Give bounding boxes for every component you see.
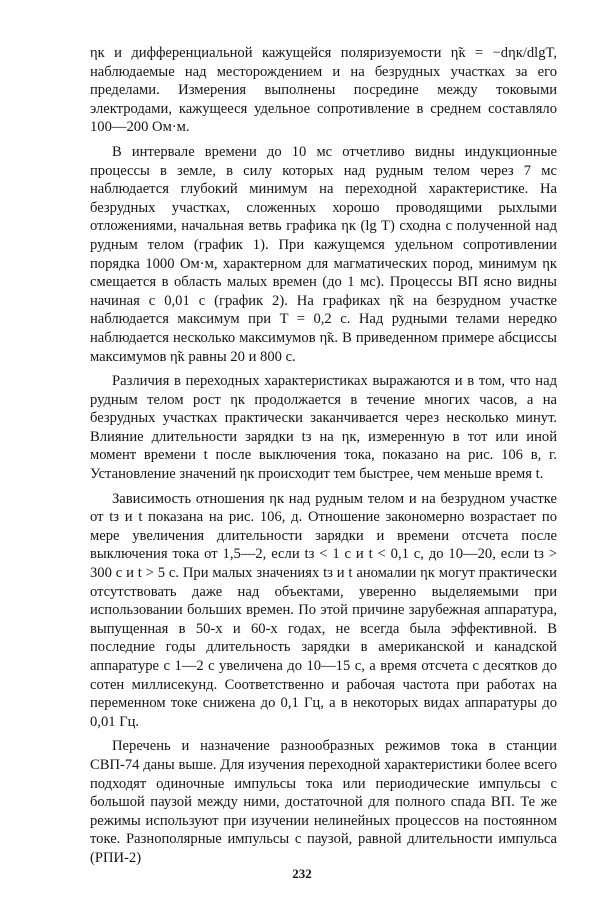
text-page xyxy=(90,44,557,874)
page-number: 232 xyxy=(292,866,312,881)
paragraph-1: ηк и дифференциальной кажущейся поляризуемости η̃к = −dηк/dlgT, наблюдаемые над месторождением и на безрудных участках за его пределами. Измерения выполнены посредине между токовыми электродами, кажущееся удельное сопротивление в среднем составляло 100—200 Ом·м. xyxy=(90,45,557,136)
paragraph-4: Зависимость отношения ηк над рудным телом и на безрудном участке от tз и t показана на рис. 106, д. Отношение закономерно возрастает по мере увеличения длительности зарядки и времени отсчета после выключения тока от 1,5—2, если tз < 1 с и t < 0,1 с, до 10—20, если tз > 300 с и t > 5 с. При малых значениях tз и t аномалии ηк могут практически отсутствовать даже над объектами, уверенно выделяемыми при использовании больших времен. По этой причине зарубежная аппаратура, выпущенная в 50-х и 60-х годах, не всегда была эффективной. В последние годы длительность зарядки в американской и канадской аппаратуре с 1—2 с увеличена до 10—15 с, а время отсчета с десятков до сотен миллисекунд. Соответственно и рабочая частота при работах на переменном токе снижена до 0,1 Гц, а в некоторых видах аппаратуры до 0,01 Гц. xyxy=(90,490,557,730)
paragraph-5: Перечень и назначение разнообразных режимов тока в станции СВП-74 даны выше. Для изучения переходной характеристики более всего подходят одиночные импульсы тока или периодические импульсы с большой паузой между ними, достаточной для полного спада ВП. Те же режимы используют при изучении нелинейных процессов на постоянном токе. Разнополярные импульсы с паузой, равной длительности импульса (РПИ-2) xyxy=(90,738,557,866)
paragraph-2: В интервале времени до 10 мс отчетливо видны индукционные процессы в земле, в силу которых над рудным телом через 7 мс наблюдается глубокий минимум на переходной характеристике. На безрудных участках, сложенных хорошо проводящими рыхлыми отложениями, начальная ветвь графика ηк (lg T) сходна с полученной над рудным телом (график 1). При кажущемся удельном сопротивлении порядка 1000 Ом·м, характерном для магматических пород, минимум ηк смещается в область малых времен (до 1 мс). Процессы ВП ясно видны начиная с 0,01 с (график 2). На графиках η̃к на безрудном участке наблюдается максимум при T = 0,2 с. Над рудными телами нередко наблюдается несколько максимумов η̃к. В приведенном примере абсциссы максимумов η̃к равны 20 и 800 с. xyxy=(90,143,557,365)
paragraph-3: Различия в переходных характеристиках выражаются и в том, что над рудным телом рост ηк продолжается в течение многих часов, а на безрудных участках практически заканчивается через несколько минут. Влияние длительности зарядки tз на ηк, измеренную в тот или иной момент времени t после выключения тока, показано на рис. 106 в, г. Установление значений ηк происходит тем быстрее, чем меньше время t. xyxy=(90,373,557,483)
